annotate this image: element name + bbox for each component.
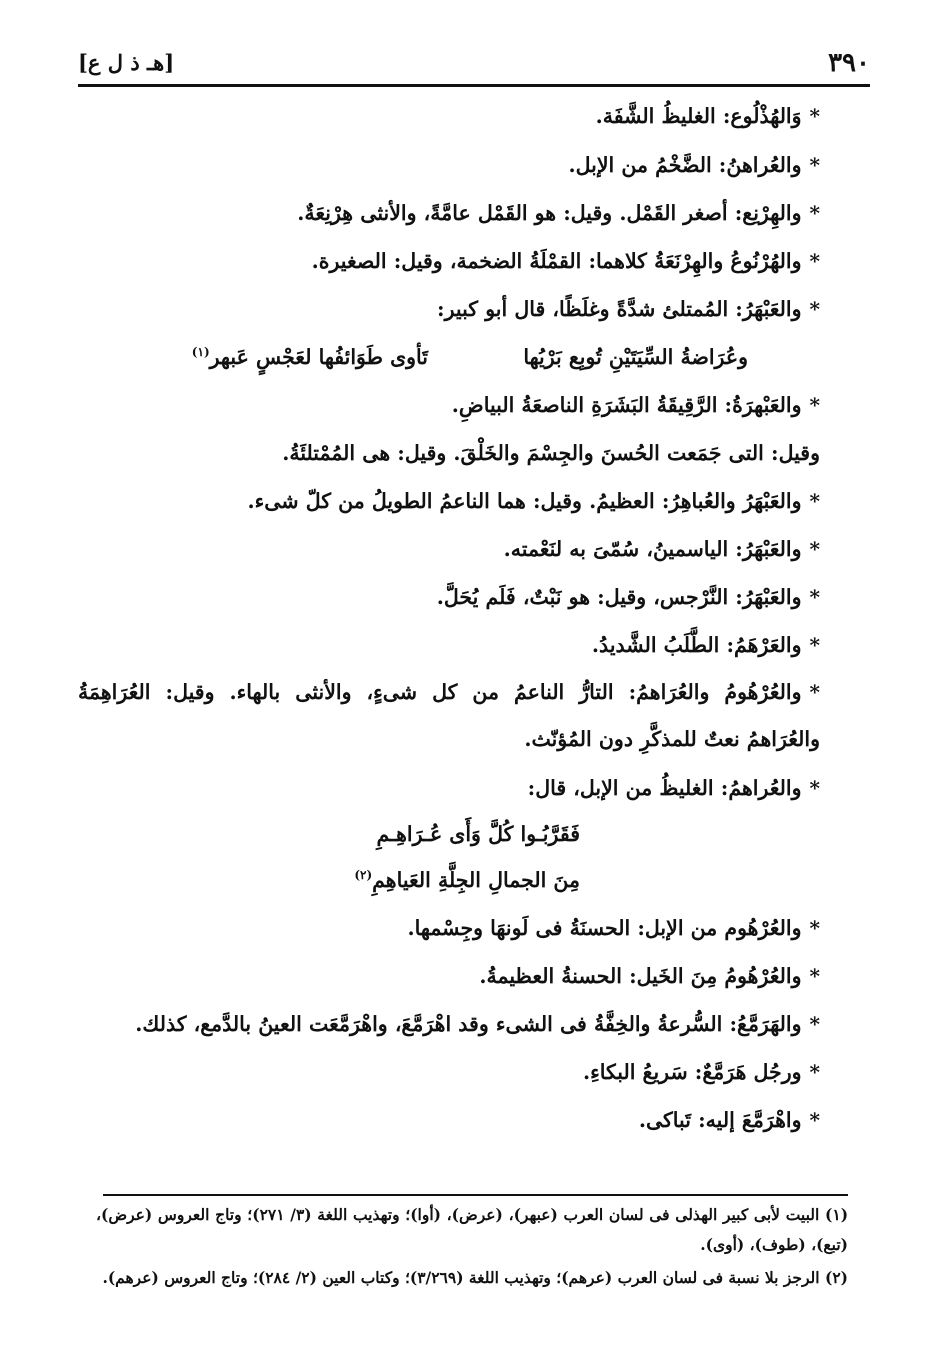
- entry-uraham: [72, 776, 820, 801]
- entry-text: والعَبْهَرُ: المُمتلئ شدَّةً وغلَظًا، قال أبو كبير:: [437, 297, 802, 321]
- verse-1-first-hemistich: وعُرَاضةُ السِّيَتَيْنِ تُوبِع بَرْيُها: [523, 345, 748, 369]
- entry-haramma: [78, 1012, 820, 1037]
- entry-marker: *: [809, 249, 820, 273]
- section-tag: [هـ ذ ل ع]: [78, 50, 175, 75]
- verse-text: تَأوى طَوَائفُها لعَجْسٍ عَبهر: [209, 345, 428, 369]
- entry-urhum: [78, 669, 820, 763]
- entry-text: والعَبْهَرُ والعُباهِرُ: العظيمُ. وقيل: هما الناعمُ الطويلُ من كلّ شىء.: [247, 489, 802, 513]
- entry-text: ورجُل هَرَمَّعٌ: سَريعُ البكاءِ.: [582, 1060, 802, 1084]
- entry-urhum-ibil: [72, 916, 820, 941]
- entry-hurnu: [72, 249, 820, 274]
- entry-marker: *: [809, 916, 820, 940]
- entry-arham: [72, 633, 820, 658]
- entry-abhar-2: [72, 489, 820, 514]
- entry-text: واهْرَمَّعَ إليه: تَباكى.: [638, 1108, 802, 1132]
- verse-2-line-2: [354, 868, 580, 892]
- footnote-2: (٢) الرجز بلا نسبة فى لسان العرب (عرهم)؛ وتهذيب اللغة (٣/٢٦٩)؛ وكتاب العين (٢/ ٢٨٤)؛ وتاج العروس (عرهم).: [102, 1268, 848, 1287]
- entry-abhara: [72, 393, 820, 418]
- footnote-rule: [103, 1194, 848, 1196]
- entry-text: والعَرْهَمُ: الطَّلَبُ الشَّديدُ.: [591, 633, 802, 657]
- entry-text: وَالهُذْلُوع: الغليظُ الشَّفَة.: [595, 104, 802, 128]
- entry-text: والعَبْهَرُ: النَّرْجس، وقيل: هو نَبْتٌ، فَلَم يُحَلَّ.: [436, 585, 802, 609]
- entry-text: والعُرْهُومُ مِنَ الخَيل: الحسنةُ العظيمةُ.: [479, 964, 802, 988]
- entry-hirni: [72, 201, 820, 226]
- entry-text: والعُرْهُومُ والعُرَاهمُ: التارُّ الناعمُ من كل شىءٍ، والأنثى بالهاء. وقيل: العُرَاهِمَةُ والعُرَاهمُ نعتٌ للمذكَّرِ دون المُؤنّث.: [78, 680, 820, 751]
- footnote-ref-1: (١): [191, 345, 210, 360]
- entry-marker: *: [809, 537, 820, 561]
- entry-marker: *: [809, 153, 820, 177]
- entry-text: والهُرْنُوعُ والهِرْنَعَةُ كلاهما: القمْلَةُ الضخمة، وقيل: الصغيرة.: [311, 249, 802, 273]
- entry-rajul-haramma: [72, 1060, 820, 1085]
- entry-text: والعَبْهَرُ: الياسمينُ، سُمّىَ به لنَعْمته.: [503, 537, 802, 561]
- entry-marker: *: [809, 633, 820, 657]
- verse-1-second-hemistich: [192, 345, 428, 369]
- footnote-ref-2: (٢): [354, 868, 373, 883]
- entry-marker: *: [809, 393, 820, 417]
- page-number: ٣٩٠: [828, 48, 870, 78]
- entry-urahin: [72, 153, 820, 178]
- entry-marker: *: [809, 297, 820, 321]
- entry-ihramma: [72, 1108, 820, 1133]
- entry-abhar-1: [72, 297, 820, 322]
- entry-marker: *: [809, 1108, 820, 1132]
- entry-text: والعُراهنُ: الضَّخْمُ من الإبل.: [568, 153, 802, 177]
- running-header: [78, 44, 870, 80]
- verse-2-line-1: فَقَرَّبُـوا كُلَّ وَأَى عُـرَاهِـمِ: [376, 822, 580, 846]
- entry-text: والهَرَمَّعُ: السُّرعةُ والخِفَّةُ فى الشىء وقد اهْرَمَّعَ، واهْرَمَّعَت العينُ بالدَّمع، كذلك.: [135, 1012, 802, 1036]
- entry-marker: *: [809, 1060, 820, 1084]
- entry-urhum-khayl: [72, 964, 820, 989]
- entry-marker: *: [809, 1012, 820, 1036]
- entry-marker: *: [809, 680, 820, 704]
- entry-text: والعُراهمُ: الغليظُ من الإبل، قال:: [527, 776, 802, 800]
- entry-marker: *: [809, 585, 820, 609]
- entry-abhar-4: [72, 585, 820, 610]
- entry-hudhlu: [72, 104, 820, 129]
- entry-marker: *: [809, 201, 820, 225]
- entry-marker: *: [809, 104, 820, 128]
- entry-abhar-3: [72, 537, 820, 562]
- entry-marker: *: [809, 489, 820, 513]
- verse-text: مِنَ الجمالِ الجِلَّةِ العَياهِمِ: [372, 868, 580, 892]
- header-rule: [78, 84, 870, 87]
- entry-text: والهِرْنِع: أصغر القَمْل. وقيل: هو القَمْل عامَّةً، والأنثى هِرْنِعَةٌ.: [297, 201, 802, 225]
- entry-text: والعَبْهرَةُ: الرَّقِيقَةُ البَشَرَةِ الناصعَةُ البياضِ.: [451, 393, 802, 417]
- entry-marker: *: [809, 964, 820, 988]
- entry-marker: *: [809, 776, 820, 800]
- entry-abhara-continued: وقيل: التى جَمَعت الحُسنَ والجِسْمَ والخَلْقَ. وقيل: هى المُمْتلئَةُ.: [282, 441, 820, 465]
- entry-text: والعُرْهُوم من الإبل: الحسنَةُ فى لَونهَا وجِسْمها.: [407, 916, 802, 940]
- footnote-1: (١) البيت لأبى كبير الهذلى فى لسان العرب (عبهر)، (عرض)، (أوا)؛ وتهذيب اللغة (٣/ ٢٧١)؛ وتاج العروس (عرض)، (تبع)، (طوف)، (أوى).: [96, 1205, 849, 1254]
